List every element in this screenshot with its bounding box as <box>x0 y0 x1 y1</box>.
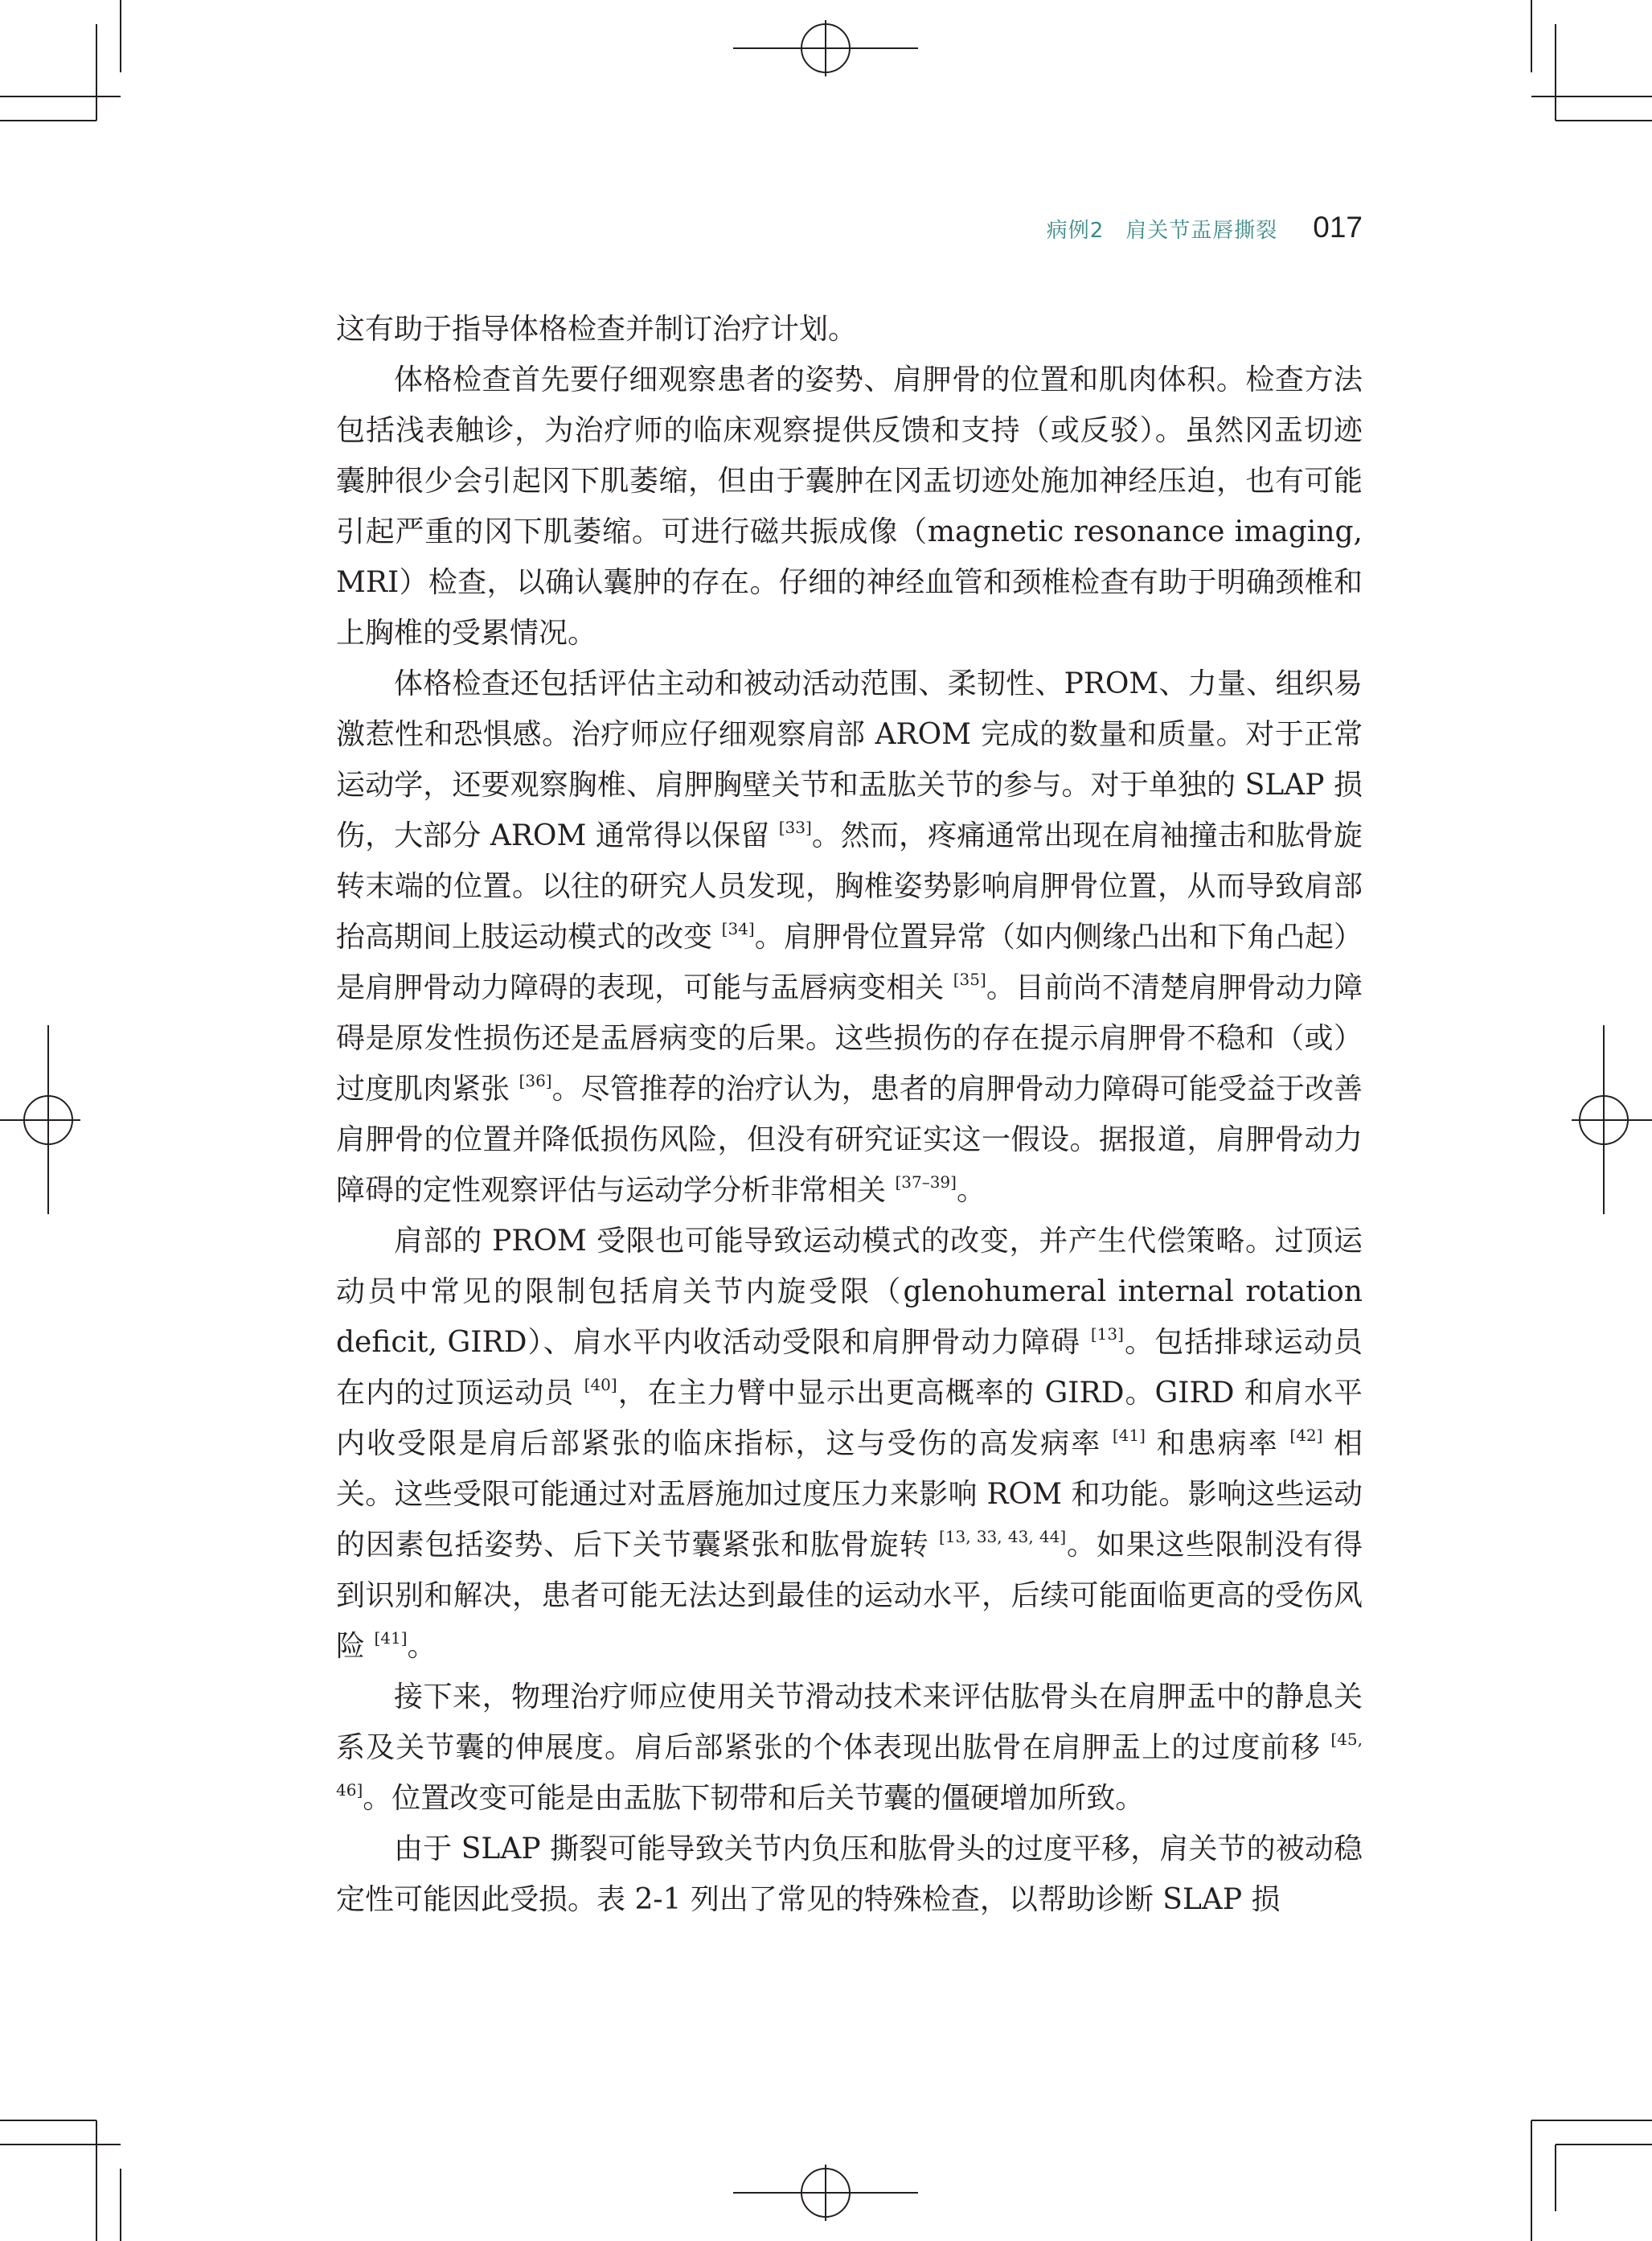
citation-superscript: [41] <box>374 1628 408 1648</box>
citation-superscript: [41] <box>1112 1426 1146 1445</box>
body-paragraph <box>336 1824 1363 1925</box>
chapter-title: 病例2 肩关节盂唇撕裂 <box>1046 219 1278 243</box>
text-segment: 由于 SLAP 撕裂可能导致关节内负压和肱骨头的过度平移，肩关节的被动稳定性可能因此受损。表 2-1 列出了常见的特殊检查，以帮助诊断 SLAP 损 <box>336 1833 1363 1916</box>
text-segment: 。 <box>407 1630 437 1663</box>
registration-mark-right <box>1572 1025 1652 1214</box>
body-paragraph <box>336 1216 1363 1672</box>
crop-mark-bottom-left <box>0 2120 121 2241</box>
citation-superscript: [37–39] <box>895 1172 957 1192</box>
citation-superscript: [45, 46] <box>336 1730 1363 1800</box>
body-paragraph <box>336 1672 1363 1824</box>
text-segment: 。 <box>956 1174 986 1207</box>
body-paragraph <box>336 304 1363 355</box>
text-segment: 体格检查首先要仔细观察患者的姿势、肩胛骨的位置和肌肉体积。检查方法包括浅表触诊，为治疗师的临床观察提供反馈和支持（或反驳）。虽然冈盂切迹囊肿很少会引起冈下肌萎缩，但由于囊肿在冈盂切迹处施加神经压迫，也有可能引起严重的冈下肌萎缩。可进行磁共振成像（magnetic resonance imaging, MRI）检查，以确认囊肿的存在。仔细的神经血管和颈椎检查有助于明确颈椎和上胸椎的受累情况。 <box>336 363 1363 650</box>
text-segment: 。目前尚不清楚肩胛骨动力障碍是原发性损伤还是盂唇病变的后果。这些损伤的存在提示肩胛骨不稳和（或）过度肌肉紧张 <box>336 971 1363 1106</box>
text-segment: 。包括排球运动员在内的过顶运动员 <box>336 1326 1363 1410</box>
text-segment: 相关。这些受限可能通过对盂唇施加过度压力来影响 ROM 和功能。影响这些运动的因素包括姿势、后下关节囊紧张和肱骨旋转 <box>336 1427 1363 1562</box>
citation-superscript: [36] <box>519 1071 552 1090</box>
text-segment: 接下来，物理治疗师应使用关节滑动技术来评估肱骨头在肩胛盂中的静息关系及关节囊的伸展度。肩后部紧张的个体表现出肱骨在肩胛盂上的过度前移 <box>336 1681 1363 1764</box>
page-number: 017 <box>1313 211 1363 244</box>
registration-mark-top <box>733 20 918 76</box>
text-segment: 。如果这些限制没有得到识别和解决，患者可能无法达到最佳的运动水平，后续可能面临更高的受伤风险 <box>336 1529 1363 1663</box>
text-segment: 。位置改变可能是由盂肱下韧带和后关节囊的僵硬增加所致。 <box>363 1782 1145 1815</box>
text-segment: 这有助于指导体格检查并制订治疗计划。 <box>336 313 858 346</box>
text-segment: 和患病率 <box>1145 1427 1290 1460</box>
body-paragraph <box>336 659 1363 1216</box>
citation-superscript: [42] <box>1289 1426 1323 1445</box>
citation-superscript: [13] <box>1090 1324 1124 1344</box>
citation-superscript: [34] <box>721 919 755 938</box>
body-text <box>336 304 1363 1925</box>
body-paragraph <box>336 355 1363 659</box>
crop-mark-top-right <box>1531 0 1652 121</box>
text-segment: 。尽管推荐的治疗认为，患者的肩胛骨动力障碍可能受益于改善肩胛骨的位置并降低损伤风险，但没有研究证实这一假设。据报道，肩胛骨动力障碍的定性观察评估与运动学分析非常相关 <box>336 1073 1363 1207</box>
running-header <box>1047 211 1363 244</box>
text-segment: 体格检查还包括评估主动和被动活动范围、柔韧性、PROM、力量、组织易激惹性和恐惧感。治疗师应仔细观察肩部 AROM 完成的数量和质量。对于正常运动学，还要观察胸椎、肩胛胸壁关节和盂肱关节的参与。对于单独的 SLAP 损伤，大部分 AROM 通常得以保留 <box>336 667 1363 852</box>
text-segment: 。肩胛骨位置异常（如内侧缘凸出和下角凸起）是肩胛骨动力障碍的表现，可能与盂唇病变相关 <box>336 921 1363 1004</box>
text-segment: 肩部的 PROM 受限也可能导致运动模式的改变，并产生代偿策略。过顶运动员中常见的限制包括肩关节内旋受限（glenohumeral internal rotation deficit, GIRD）、肩水平内收活动受限和肩胛骨动力障碍 <box>336 1225 1363 1359</box>
citation-superscript: [13, 33, 43, 44] <box>938 1527 1067 1546</box>
registration-mark-left <box>0 1025 80 1214</box>
text-segment: ，在主力臂中显示出更高概率的 GIRD。GIRD 和肩水平内收受限是肩后部紧张的临床指标，这与受伤的高发病率 <box>336 1377 1363 1460</box>
text-segment: 。然而，疼痛通常出现在肩袖撞击和肱骨旋转末端的位置。以往的研究人员发现，胸椎姿势影响肩胛骨位置，从而导致肩部抬高期间上肢运动模式的改变 <box>336 819 1363 954</box>
citation-superscript: [35] <box>953 970 986 989</box>
registration-mark-bottom <box>733 2165 918 2221</box>
citation-superscript: [40] <box>584 1375 617 1394</box>
citation-superscript: [33] <box>778 818 812 837</box>
crop-mark-top-left <box>0 0 121 121</box>
crop-mark-bottom-right <box>1531 2120 1652 2241</box>
